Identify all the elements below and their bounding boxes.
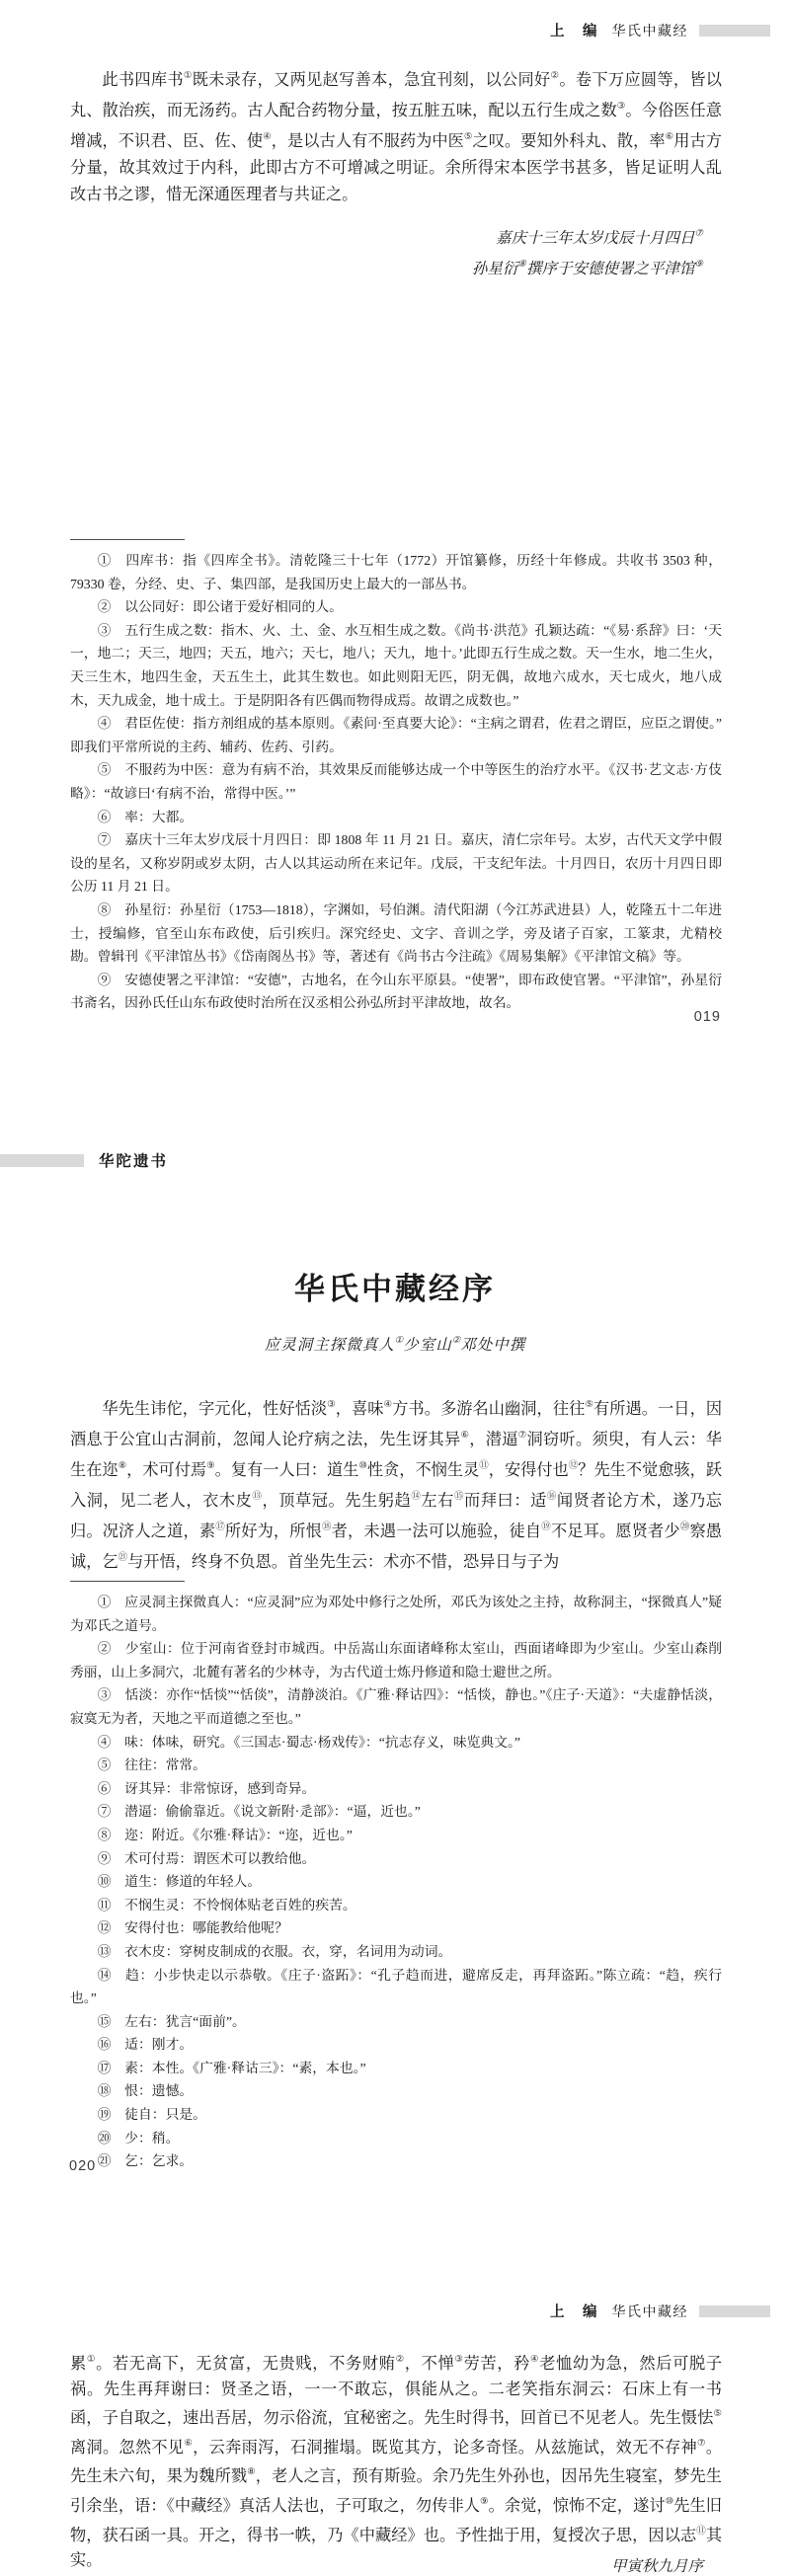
folio-number-020: 020 xyxy=(69,2158,97,2174)
footnote-item: ⑧ 迩：附近。《尔雅·释诂》：“迩，近也。” xyxy=(97,1827,353,1842)
running-head-section: 上 编 xyxy=(550,24,599,39)
footnote-item: ③ 恬淡：亦作“恬惔”“恬倓”，清静淡泊。《广雅·释诂四》：“恬惔，静也。”《庄子·天道》：“夫虚静恬淡，寂寞无为者，天地之平而道德之至也。” xyxy=(70,1687,722,1726)
chapter-byline: 应灵洞主探微真人①少室山②邓处中撰 xyxy=(264,1336,526,1354)
footnote-list-page2 xyxy=(70,1591,722,2173)
running-head-series-title: 华陀遗书 xyxy=(99,1153,169,1170)
running-head-page2 xyxy=(0,1149,168,1171)
page1-signature-block xyxy=(472,221,703,282)
running-head-page3 xyxy=(550,2301,770,2321)
footnote-item: ⑨ 术可付焉：谓医术可以教给他。 xyxy=(97,1850,316,1866)
footnote-item: ③ 五行生成之数：指木、火、土、金、水互相生成之数。《尚书·洪范》孔颖达疏：“《易·系辞》曰：‘天一，地二；天三，地四；天五，地六；天七，地八；天九，地十。’此即五行生成之数。天一生水，地二生火，天三生木，地四生金，天五生土，此其生数也。如此则阳无匹，阴无偶，故地六成水，天七成火，地八成木，天九成金，地十成土。于是阴阳各有匹偶而物得成焉。故谓之成数也。” xyxy=(70,622,722,708)
footnote-item: ④ 君臣佐使：指方剂组成的基本原则。《素问·至真要大论》：“主病之谓君，佐君之谓臣，应臣之谓使。”即我们平常所说的主药、辅药、佐药、引药。 xyxy=(70,716,722,754)
page3-body-paragraph: 累①。若无高下，无贫富，无贵贱，不务财贿②，不惮③劳苦，矜④老恤幼为急，然后可脱子祸。先生再拜谢曰：贤圣之语，一一不敢忘，俱能从之。二老笑指东洞云：石床上有一书函，子自取之，速出吾居，勿示俗流，宜秘密之。先生时得书，回首已不见老人。先生慑怯⑤离洞。忽然不见⑥，云奔雨泻，石洞摧塌。既览其方，论多奇怪。从兹施试，效无不存神⑦。先生未六旬，果为魏所戮⑧，老人之言，预有斯验。余乃先生外孙也，因吊先生寝室，梦先生引余坐，语：《中藏经》真活人法也，子可取之，勿传非人⑨。余觉，惊怖不定，遂讨⑩先生旧物，获石函一具。开之，得书一帙，乃《中藏经》也。予性拙于用，复授次子思，因以志⑪其实。 xyxy=(70,2355,723,2570)
footnote-item: ⑩ 道生：修道的年轻人。 xyxy=(97,1874,262,1890)
footnote-item: ⑮ 左右：犹言“面前”。 xyxy=(97,2013,246,2029)
footnote-item: ⑥ 率：大都。 xyxy=(97,809,194,824)
footnote-item: ⑫ 安得付也：哪能教给他呢？ xyxy=(97,1920,288,1936)
page3-partial-signature: 甲寅秋九月序 xyxy=(610,2558,703,2575)
running-head-section: 上 编 xyxy=(550,2304,599,2320)
running-head-book-title: 华氏中藏经 xyxy=(611,2304,688,2320)
footnote-item: ⑦ 嘉庆十三年太岁戊辰十月四日：即 1808 年 11 月 21 日。嘉庆，清仁宗年号。太岁，古代天文学中假设的星名，又称岁阴或岁太阴，古人以其运动所在来记年。戊辰，干支纪年法。十月四日，农历十月四日即公历 11 月 21 日。 xyxy=(70,832,722,895)
folio-number-019: 019 xyxy=(693,1009,721,1025)
footnote-item: ㉑ 乞：乞求。 xyxy=(97,2153,194,2169)
signature-author-line: 孙星衍⑧撰序于安德使署之平津馆⑨ xyxy=(471,260,703,277)
footnote-separator-page1 xyxy=(70,539,185,540)
page2-body-paragraph: 华先生讳佗，字元化，性好恬淡③，喜味④方书。多游名山幽洞，往往⑤有所遇。一日，因酒息于公宜山古洞前，忽闻人论疗病之法，先生讶其异⑥，潜逼⑦洞窃听。须臾，有人云：华生在迩⑧，术可付焉⑨。复有一人曰：道生⑩性贪，不悯生灵⑪，安得付也⑫？先生不觉愈骇，跃入洞，见二老人，衣木皮⑬，顶草冠。先生躬趋⑭左右⑮而拜曰：适⑯闻贤者论方术，遂乃忘归。况济人之道，素⑰所好为，所恨⑱者，未遇一法可以施验，徒自⑲不足耳。愿贤者少⑳察愚诚，乞$^㉑$与开悟，终身不负恩。首坐先生云：术亦不惜，恐异日与子为 xyxy=(70,1400,723,1571)
footnote-item: ⑰ 素：本性。《广雅·释诂三》：“素，本也。” xyxy=(97,2060,366,2075)
footnote-item: ⑨ 安德使署之平津馆：“安德”，古地名，在今山东平原县。“使署”，即布政使官署。“平津馆”，孙星衍书斋名，因孙氏任山东布政使时治所在汉丞相公孙弘所封平津故地，故名。 xyxy=(70,972,722,1011)
footnote-item: ⑧ 孙星衍：孙星衍（1753—1818），字渊如，号伯渊。清代阳湖（今江苏武进县）人，乾隆五十二年进士，授编修，官至山东布政使，后引疾归。深究经史、文字、音训之学，旁及诸子百家，工篆隶，尤精校勘。曾辑刊《平津馆丛书》《岱南阁丛书》等，著述有《尚书古今注疏》《周易集解》《平津馆文稿》等。 xyxy=(70,901,722,965)
header-accent-bar xyxy=(699,2305,770,2317)
footnote-item: ① 四库书：指《四库全书》。清乾隆三十七年（1772）开馆纂修，历经十年修成。共收书 3503 种，79330 卷，分经、史、子、集四部，是我国历史上最大的一部丛书。 xyxy=(70,553,722,591)
footnote-item: ⑳ 少：稍。 xyxy=(97,2130,180,2146)
running-head-book-title: 华氏中藏经 xyxy=(611,24,688,39)
footnote-item: ② 以公同好：即公诸于爱好相同的人。 xyxy=(97,599,343,615)
footnote-item: ⑦ 潜逼：偷偷靠近。《说文新附·辵部》：“逼，近也。” xyxy=(97,1804,421,1820)
header-accent-bar xyxy=(0,1154,84,1167)
signature-date-line: 嘉庆十三年太岁戊辰十月四日⑦ xyxy=(495,229,703,247)
footnote-item: ⑲ 徒自：只是。 xyxy=(97,2107,206,2123)
footnote-list-page1 xyxy=(70,549,722,1015)
footnote-separator-page2 xyxy=(70,1581,185,1582)
footnote-item: ⑤ 往往：常常。 xyxy=(97,1757,206,1773)
chapter-title: 华氏中藏经序 xyxy=(294,1272,496,1306)
footnote-item: ⑱ 恨：遗憾。 xyxy=(97,2083,194,2099)
running-head-page1 xyxy=(550,20,770,40)
header-accent-bar xyxy=(699,25,770,37)
footnote-item: ⑭ 趋：小步快走以示恭敬。《庄子·盗跖》：“孔子趋而进，避席反走，再拜盗跖。”陈立疏：“趋，疾行也。” xyxy=(70,1967,722,2006)
footnote-item: ⑬ 衣木皮：穿树皮制成的衣服。衣，穿，名词用为动词。 xyxy=(97,1943,452,1959)
footnote-item: ④ 味：体味，研究。《三国志·蜀志·杨戏传》：“抗志存义，味览典文。” xyxy=(97,1734,521,1750)
footnote-item: ⑪ 不悯生灵：不怜悯体贴老百姓的疾苦。 xyxy=(97,1897,356,1912)
footnote-item: ① 应灵洞主探微真人：“应灵洞”应为邓处中修行之处所，邓氏为该处之主持，故称洞主，“探微真人”疑为邓氏之道号。 xyxy=(70,1595,722,1633)
footnote-item: ⑥ 讶其异：非常惊讶，感到奇异。 xyxy=(97,1780,316,1796)
footnote-item: ⑤ 不服药为中医：意为有病不治，其效果反而能够达成一个中等医生的治疗水平。《汉书·艺文志·方伎略》：“故谚曰‘有病不治，常得中医。’” xyxy=(70,762,722,801)
footnote-item: ② 少室山：位于河南省登封市城西。中岳嵩山东面诸峰称太室山，西面诸峰即为少室山。少室山森削秀丽，山上多洞穴，北麓有著名的少林寺，为古代道士炼丹修道和隐士避世之所。 xyxy=(70,1641,722,1679)
page1-body-paragraph: 此书四库书①既未录存，又两见赵写善本，急宜刊刻，以公同好②。卷下万应圆等，皆以丸、散治疾，而无汤药。古人配合药物分量，按五脏五味，配以五行生成之数③。今俗医任意增减，不识君、臣、佐、使④，是以古人有不服药为中医⑤之叹。要知外科丸、散，率⑥用古方分量，故其效过于内科，此即古方不可增减之明证。余所得宋本医学书甚多，皆足证明人乱改古书之谬，惜无深通医理者与共证之。 xyxy=(70,71,722,203)
footnote-item: ⑯ 适：刚才。 xyxy=(97,2037,194,2053)
